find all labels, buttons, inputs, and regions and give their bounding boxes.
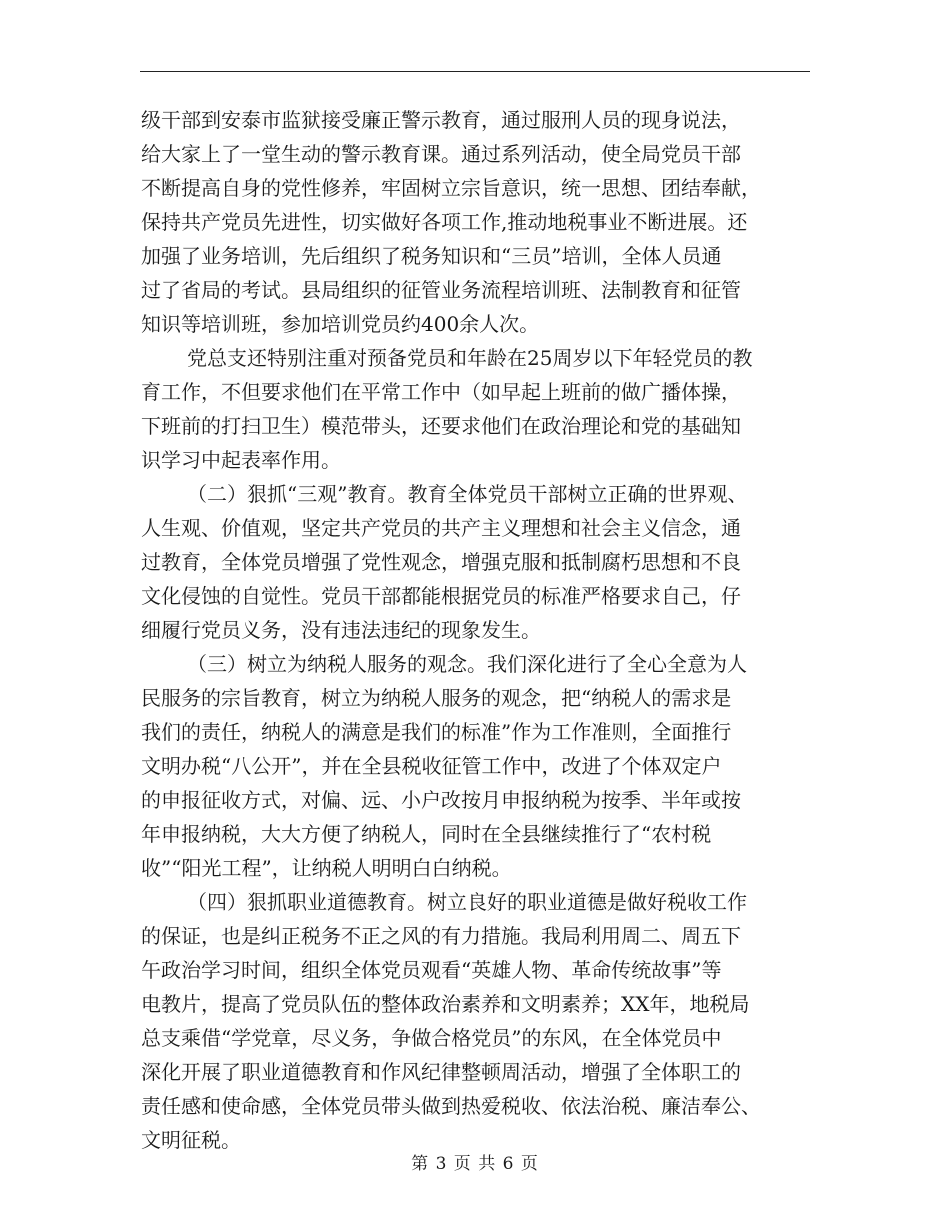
text-line: 责任感和使命感，全体党员带头做到热爱税收、依法治税、廉洁奉公、: [141, 1094, 761, 1118]
text-line: 不断提高自身的党性修养，牢固树立宗旨意识，统一思想、团结奉献，: [141, 176, 761, 200]
paragraph-first-line: （三）树立为纳税人服务的观念。我们深化进行了全心全意为人: [187, 652, 747, 676]
text-line: 总支乘借“学党章，尽义务，争做合格党员”的东风，在全体党员中: [141, 1026, 722, 1050]
text-line: 给大家上了一堂生动的警示教育课。通过系列活动，使全局党员干部: [141, 142, 741, 166]
text-line: 民服务的宗旨教育，树立为纳税人服务的观念，把“纳税人的需求是: [141, 686, 732, 710]
text-line: 的申报征收方式，对偏、远、小户改按月申报纳税为按季、半年或按: [141, 788, 741, 812]
text-line: 深化开展了职业道德教育和作风纪律整顿周活动，增强了全体职工的: [141, 1060, 741, 1084]
text-line: 知识等培训班，参加培训党员约400余人次。: [141, 312, 540, 336]
document-body: [141, 103, 821, 1157]
text-line: 人生观、价值观，坚定共产党员的共产主义理想和社会主义信念，通: [141, 516, 741, 540]
header-rule: [140, 71, 810, 72]
paragraph-first-line: （四）狠抓职业道德教育。树立良好的职业道德是做好税收工作: [187, 890, 747, 914]
text-line: 识学习中起表率作用。: [141, 448, 341, 472]
text-line: 育工作，不但要求他们在平常工作中（如早起上班前的做广播体操，: [141, 380, 741, 404]
text-line: 细履行党员义务，没有违法违纪的现象发生。: [141, 618, 541, 642]
paragraph-first-line: 党总支还特别注重对预备党员和年龄在25周岁以下年轻党员的教: [187, 346, 753, 370]
text-line: 电教片，提高了党员队伍的整体政治素养和文明素养；XX年，地税局: [141, 992, 750, 1016]
text-line: 保持共产党员先进性，切实做好各项工作,推动地税事业不断进展。还: [141, 210, 748, 234]
text-line: 过教育，全体党员增强了党性观念，增强克服和抵制腐朽思想和不良: [141, 550, 741, 574]
text-line: 年申报纳税，大大方便了纳税人，同时在全县继续推行了“农村税: [141, 822, 712, 846]
text-line: 午政治学习时间，组织全体党员观看“英雄人物、革命传统故事”等: [141, 958, 722, 982]
text-line: 收”“阳光工程”，让纳税人明明白白纳税。: [141, 856, 512, 880]
text-line: 加强了业务培训，先后组织了税务知识和“三员”培训，全体人员通: [141, 244, 722, 268]
text-line: 过了省局的考试。县局组织的征管业务流程培训班、法制教育和征管: [141, 278, 741, 302]
text-line: 文化侵蚀的自觉性。党员干部都能根据党员的标准严格要求自己，仔: [141, 584, 741, 608]
text-line: 我们的责任，纳税人的满意是我们的标准”作为工作准则，全面推行: [141, 720, 732, 744]
text-line: 文明征税。: [141, 1128, 241, 1152]
text-line: 文明办税“八公开”，并在全县税收征管工作中，改进了个体双定户: [141, 754, 722, 778]
text-line: 级干部到安泰市监狱接受廉正警示教育，通过服刑人员的现身说法，: [141, 108, 741, 132]
paragraph-first-line: （二）狠抓“三观”教育。教育全体党员干部树立正确的世界观、: [187, 482, 748, 506]
page-number: 第 3 页 共 6 页: [411, 1154, 539, 1174]
text-line: 下班前的打扫卫生）模范带头，还要求他们在政治理论和党的基础知: [141, 414, 741, 438]
text-line: 的保证，也是纠正税务不正之风的有力措施。我局利用周二、周五下: [141, 924, 741, 948]
